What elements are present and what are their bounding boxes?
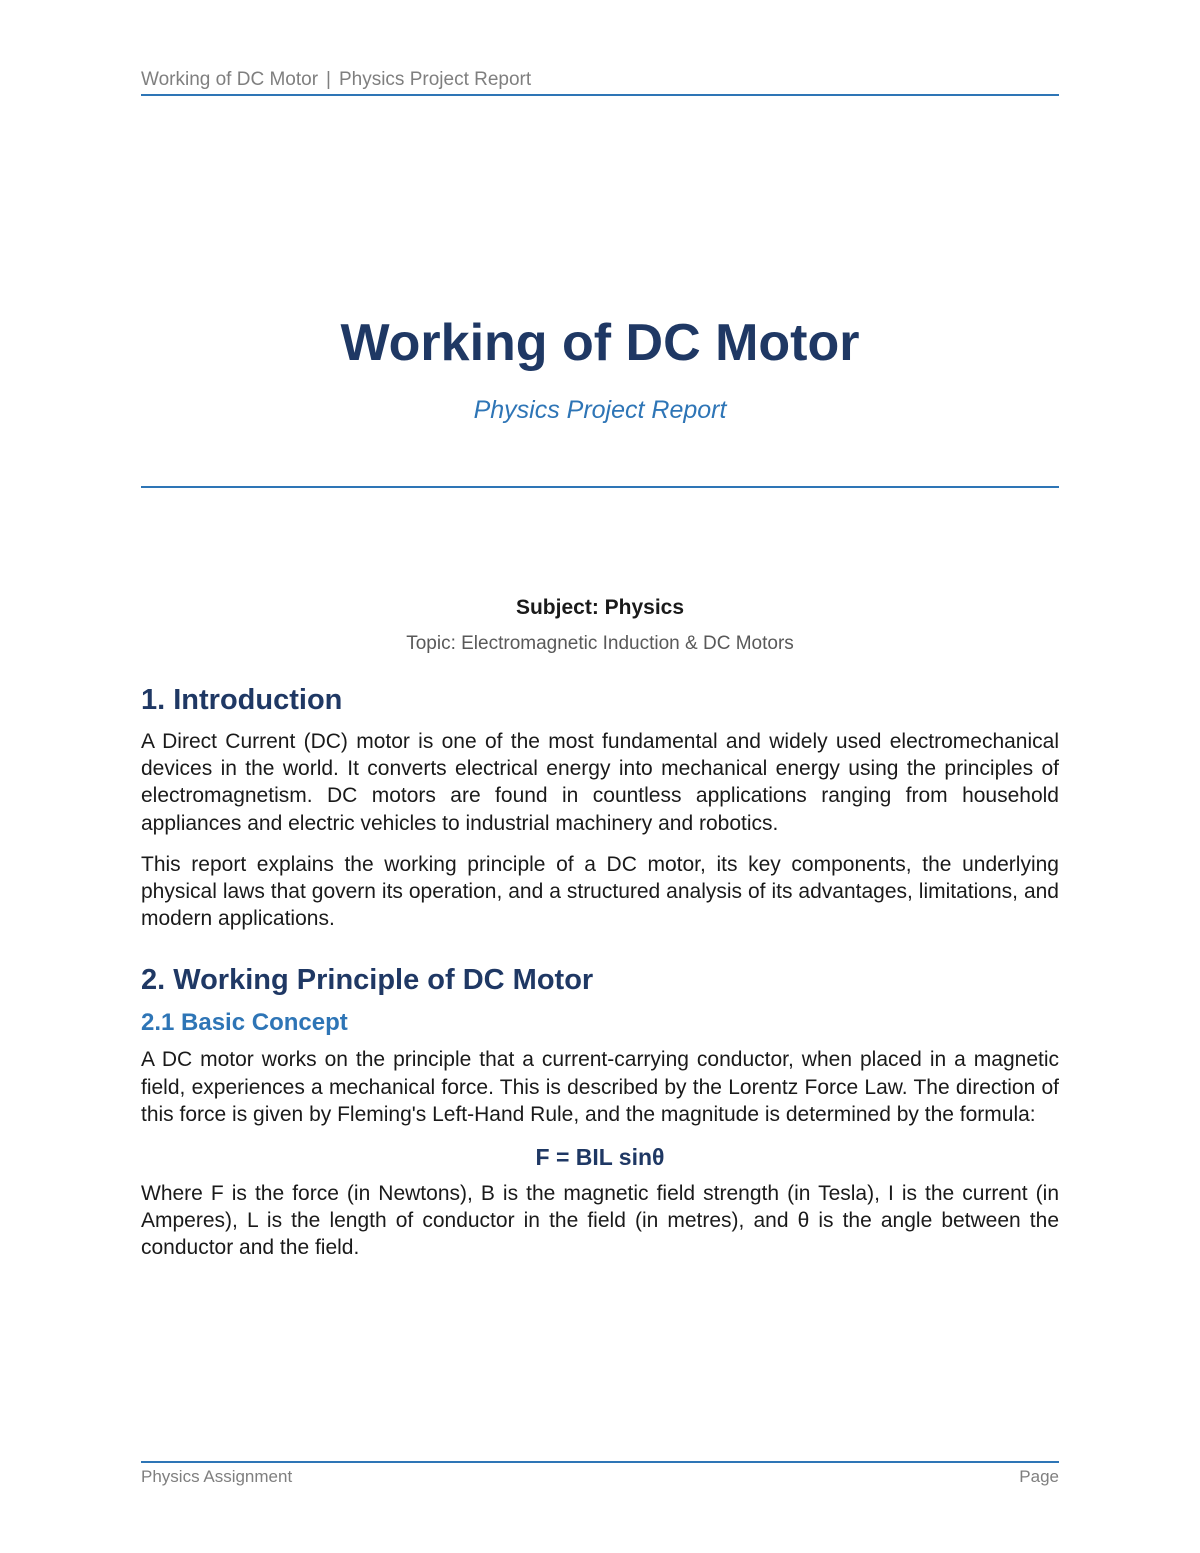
topic-line: Topic: Electromagnetic Induction & DC Motors (406, 633, 794, 654)
header-title: Working of DC Motor (141, 69, 319, 90)
basic-concept-paragraph: A DC motor works on the principle that a current-carrying conductor, when placed in a magnetic field, experiences a mechanical force. This is described by the Lorentz Force Law. The direction of this force is given by Fleming's Left-Hand Rule, and the magnitude is determined by the formula: (141, 1048, 1059, 1126)
header-subtitle: Physics Project Report (338, 69, 532, 90)
lorentz-force-formula: F = BIL sinθ (535, 1144, 665, 1171)
header-separator: | (326, 69, 331, 90)
subject-line: Subject: Physics (515, 596, 685, 619)
document-body (141, 682, 1059, 1276)
footer-page-label: Page (1019, 1467, 1059, 1486)
section-introduction (141, 682, 1059, 932)
intro-paragraph-1: A Direct Current (DC) motor is one of the most fundamental and widely used electromechanical devices in the world. It converts electrical energy into mechanical energy using the principles of electromagnetism. DC motors are found in countless applications ranging from household appliances and electric vehicles to industrial machinery and robotics. (141, 730, 1059, 835)
formula-explanation-paragraph: Where F is the force (in Newtons), B is the magnetic field strength (in Tesla), I is the current (in Amperes), L is the length of conductor in the field (in metres), and θ is the angle between the conductor and the field. (141, 1182, 1059, 1260)
document-title: Working of DC Motor (340, 314, 860, 372)
page-footer (141, 1461, 1059, 1489)
section-working-principle (141, 962, 1059, 1261)
intro-paragraph-2: This report explains the working principle of a DC motor, its key components, the underlying physical laws that govern its operation, and a structured analysis of its advantages, limitations, and modern applications. (141, 852, 1059, 931)
footer-left-text: Physics Assignment (141, 1467, 293, 1486)
section-heading-working-principle: 2. Working Principle of DC Motor (141, 964, 594, 997)
section-heading-introduction: 1. Introduction (141, 684, 343, 716)
page-header (141, 68, 1059, 96)
title-divider (141, 486, 1059, 488)
document-subtitle: Physics Project Report (473, 396, 727, 424)
title-block (141, 310, 1059, 426)
subsection-heading-basic-concept: 2.1 Basic Concept (141, 1009, 348, 1037)
